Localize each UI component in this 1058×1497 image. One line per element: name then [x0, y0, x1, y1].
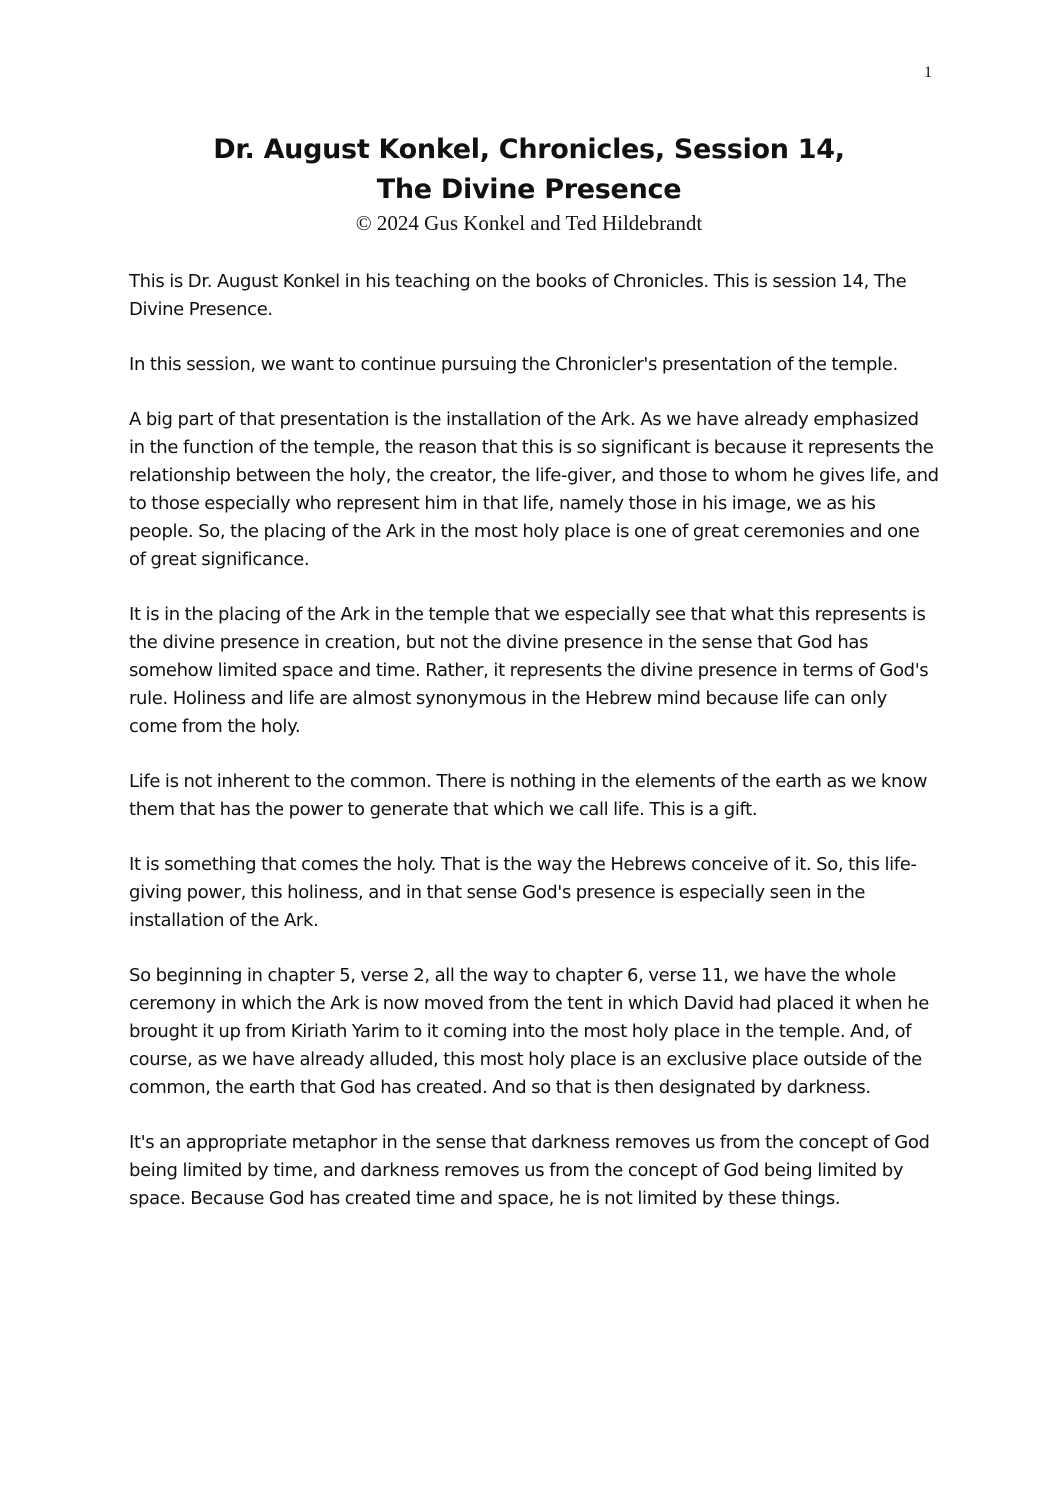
paragraph-ark-installation: A big part of that presentation is the installation of the Ark. As we have already emphasized in the function of the temple, the reason that this is so significant is because it represents the relationship between the holy, the creator, the life-giver, and those to whom he gives life, and to those especially who represent him in that life, namely those in his image, we as his people. So, the placing of the Ark in the most holy place is one of great ceremonies and one of great significance. — [129, 409, 939, 570]
document-title-line-1: Dr. August Konkel, Chronicles, Session 14, — [213, 134, 845, 165]
copyright-notice: © 2024 Gus Konkel and Ted Hildebrandt — [355, 211, 703, 235]
paragraph-darkness-metaphor: It's an appropriate metaphor in the sense that darkness removes us from the concept of God being limited by time, and darkness removes us from the concept of God being limited by space. Because God has created time and space, he is not limited by these things. — [129, 1132, 930, 1209]
paragraph-intro: This is Dr. August Konkel in his teaching on the books of Chronicles. This is session 14, The Divine Presence. — [129, 271, 907, 320]
paragraph-holiness: It is something that comes the holy. That is the way the Hebrews conceive of it. So, this life-giving power, this holiness, and in that sense God's presence is especially seen in the installation of the Ark. — [129, 854, 917, 931]
paragraph-session-goal: In this session, we want to continue pursuing the Chronicler's presentation of the temple. — [129, 354, 898, 375]
page-number: 1 — [924, 64, 932, 81]
paragraph-life-gift: Life is not inherent to the common. There is nothing in the elements of the earth as we know them that has the power to generate that which we call life. This is a gift. — [129, 771, 928, 820]
transcript-body — [129, 268, 939, 1240]
title-block — [0, 130, 1058, 236]
document-title-line-2: The Divine Presence — [376, 174, 682, 205]
paragraph-ceremony: So beginning in chapter 5, verse 2, all the way to chapter 6, verse 11, we have the whole ceremony in which the Ark is now moved from the tent in which David had placed it when he brought it up from Kiriath Yarim to it coming into the most holy place in the temple. And, of course, as we have already alluded, this most holy place is an exclusive place outside of the common, the earth that God has created. And so that is then designated by darkness. — [129, 965, 929, 1098]
paragraph-divine-presence: It is in the placing of the Ark in the temple that we especially see that what this represents is the divine presence in creation, but not the divine presence in the sense that God has somehow limited space and time. Rather, it represents the divine presence in terms of God's rule. Holiness and life are almost synonymous in the Hebrew mind because life can only come from the holy. — [129, 604, 929, 737]
